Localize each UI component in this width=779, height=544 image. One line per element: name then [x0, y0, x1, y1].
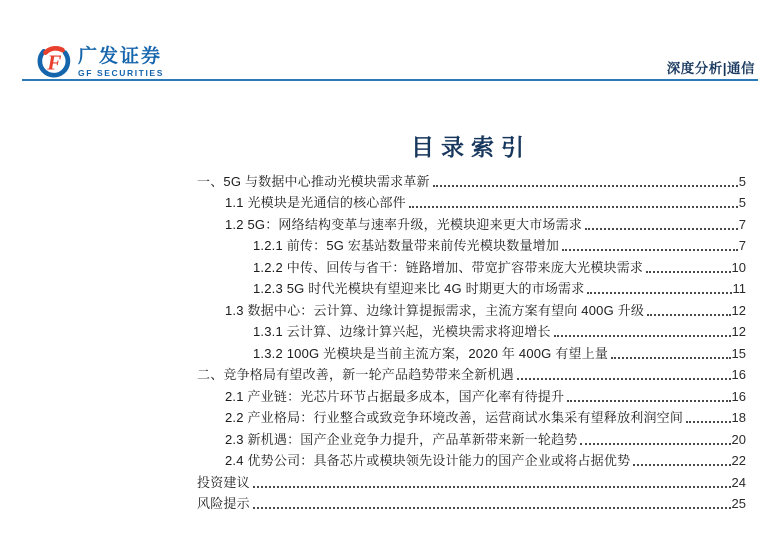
toc-entry[interactable] — [197, 492, 746, 514]
toc-page-number: 12 — [731, 302, 746, 318]
toc-page-number: 5 — [738, 195, 746, 210]
toc-leader-dots — [554, 335, 731, 337]
toc-entry-label: 二、竞争格局有望改善，新一轮产品趋势带来全新机遇 — [197, 367, 514, 382]
toc-leader-dots — [633, 464, 730, 466]
toc-entry-label: 2.2 产业格局：行业整合或致竞争环境改善，运营商试水集采有望释放利润空间 — [225, 410, 684, 425]
toc-entry-label: 1.1 光模块是光通信的核心部件 — [225, 195, 406, 210]
toc-page-number: 7 — [738, 216, 746, 232]
toc-entry-label: 1.3.1 云计算、边缘计算兴起，光模块需求将迎增长 — [253, 324, 551, 339]
toc-page-number: 7 — [738, 238, 746, 253]
brand-name-chinese: 广发证券 — [78, 45, 163, 67]
toc-leader-dots — [585, 228, 738, 230]
toc-leader-dots — [686, 421, 730, 423]
gf-securities-logo — [37, 45, 164, 79]
toc-list — [197, 169, 746, 513]
toc-page-number: 24 — [731, 474, 746, 490]
toc-entry-label: 2.4 优势公司：具备芯片或模块领先设计能力的国产企业或将占据优势 — [225, 453, 631, 468]
toc-entry[interactable] — [197, 363, 746, 385]
toc-entry-label: 2.3 新机遇：国产企业竞争力提升，产品革新带来新一轮趋势 — [225, 431, 578, 447]
toc-leader-dots — [409, 206, 738, 208]
toc-leader-dots — [562, 249, 738, 251]
toc-entry[interactable] — [197, 406, 746, 428]
toc-entry-label: 1.2.2 中传、回传与省干：链路增加、带宽扩容带来庞大光模块需求 — [253, 259, 644, 275]
toc-entry[interactable] — [197, 234, 746, 256]
toc-title: 目录索引 — [411, 135, 531, 160]
toc-entry-label: 投资建议 — [197, 474, 250, 490]
toc-entry[interactable] — [197, 427, 746, 449]
toc-entry-label: 1.2.3 5G 时代光模块有望迎来比 4G 时期更大的市场需求 — [253, 281, 585, 296]
toc-page-number: 11 — [732, 281, 746, 296]
toc-entry[interactable] — [197, 384, 746, 406]
toc-page-number: 10 — [731, 259, 746, 275]
toc-leader-dots — [611, 357, 730, 359]
toc-page-number: 15 — [731, 345, 746, 361]
toc-entry-label: 1.2.1 前传：5G 宏基站数量带来前传光模块数量增加 — [253, 238, 560, 253]
toc-entry[interactable] — [197, 169, 746, 191]
toc-leader-dots — [587, 292, 731, 294]
toc-entry[interactable] — [197, 212, 746, 234]
toc-leader-dots — [567, 400, 730, 402]
toc-page-number: 16 — [731, 388, 746, 404]
toc-page-number: 18 — [731, 410, 746, 425]
page-header — [0, 0, 779, 82]
logo-text — [78, 47, 164, 78]
toc-entry[interactable] — [197, 277, 746, 299]
toc-leader-dots — [253, 507, 731, 509]
toc-page-number: 22 — [731, 453, 746, 468]
toc-entry[interactable] — [197, 191, 746, 213]
toc-page-number: 5 — [738, 173, 746, 189]
toc-page-number: 25 — [731, 496, 746, 511]
gf-logo-icon — [37, 45, 71, 79]
header-divider — [22, 79, 758, 81]
toc-entry[interactable] — [197, 320, 746, 342]
toc-leader-dots — [646, 271, 730, 273]
toc-entry-label: 一、5G 与数据中心推动光模块需求革新 — [197, 173, 430, 189]
toc-entry-label: 1.3 数据中心：云计算、边缘计算提振需求，主流方案有望向 400G 升级 — [225, 302, 645, 318]
toc-entry[interactable] — [197, 449, 746, 471]
toc-leader-dots — [433, 185, 738, 187]
toc-entry[interactable] — [197, 341, 746, 363]
toc-entry-label: 1.3.2 100G 光模块是当前主流方案，2020 年 400G 有望上量 — [253, 345, 609, 361]
toc-leader-dots — [253, 486, 731, 488]
toc-leader-dots — [580, 443, 730, 445]
toc-entry-label: 风险提示 — [197, 496, 250, 511]
svg-text:F: F — [47, 50, 62, 75]
toc-entry[interactable] — [197, 298, 746, 320]
brand-name-english: GF SECURITIES — [78, 67, 164, 78]
toc-entry[interactable] — [197, 470, 746, 492]
toc-page-number: 20 — [731, 431, 746, 447]
toc-page-number: 16 — [731, 367, 746, 382]
toc-entry-label: 2.1 产业链：光芯片环节占据最多成本，国产化率有待提升 — [225, 388, 565, 404]
toc-leader-dots — [517, 378, 731, 380]
toc-entry[interactable] — [197, 255, 746, 277]
toc-page-number: 12 — [731, 324, 746, 339]
toc-entry-label: 1.2 5G：网络结构变革与速率升级，光模块迎来更大市场需求 — [225, 216, 583, 232]
toc-leader-dots — [647, 314, 730, 316]
report-category-label: 深度分析|通信 — [666, 61, 755, 76]
